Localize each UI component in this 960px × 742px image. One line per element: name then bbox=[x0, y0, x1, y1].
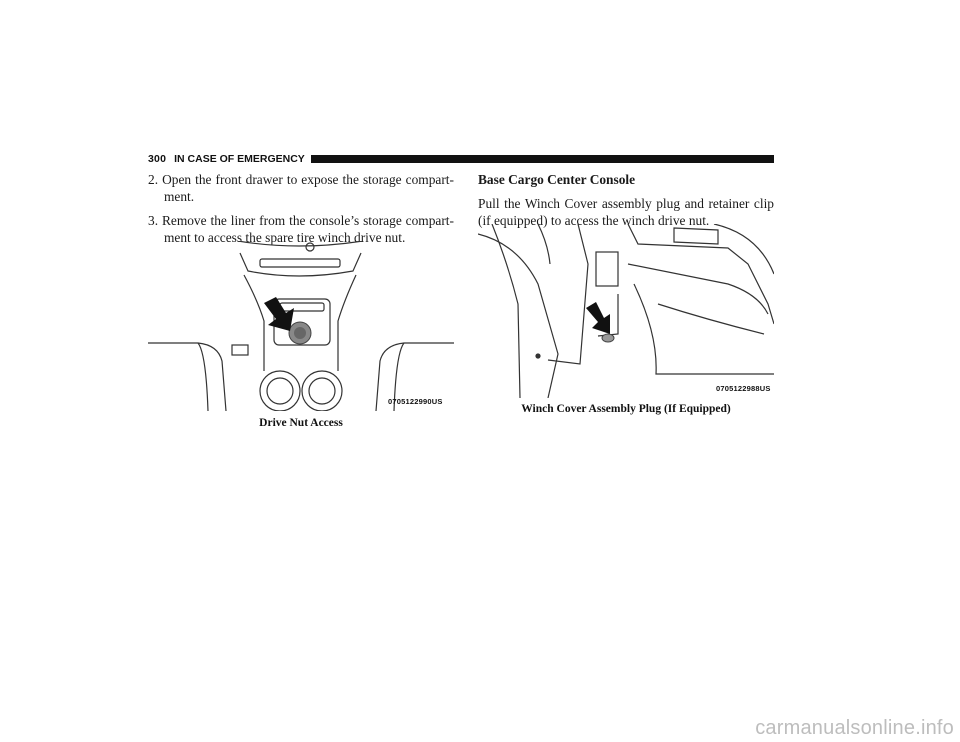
watermark: carmanualsonline.info bbox=[755, 717, 954, 739]
body-paragraph: Pull the Winch Cover assembly plug and retainer clip (if equipped) to access the winch drive nut. bbox=[478, 196, 774, 228]
drive-nut-access-figure bbox=[148, 241, 454, 411]
step-2: 2. Open the front drawer to expose the storage compart-ment. bbox=[148, 172, 454, 204]
winch-cover-figure bbox=[478, 224, 774, 398]
page-header bbox=[148, 152, 774, 166]
section-subheading: Base Cargo Center Console bbox=[478, 172, 636, 187]
figure-caption: Winch Cover Assembly Plug (If Equipped) bbox=[521, 403, 731, 415]
cargo-console-illustration bbox=[478, 224, 774, 398]
figure-code: 0705122988US bbox=[716, 384, 771, 393]
page-number: 300 bbox=[148, 153, 167, 165]
console-illustration bbox=[148, 241, 454, 411]
right-column bbox=[478, 171, 774, 229]
header-rule bbox=[311, 155, 774, 163]
step-3: 3. Remove the liner from the console’s storage compart-ment to access the spare tire winch drive nut. bbox=[148, 213, 454, 245]
section-title: IN CASE OF EMERGENCY bbox=[174, 153, 305, 165]
figure-caption: Drive Nut Access bbox=[259, 417, 343, 429]
figure-code: 0705122990US bbox=[388, 397, 443, 406]
